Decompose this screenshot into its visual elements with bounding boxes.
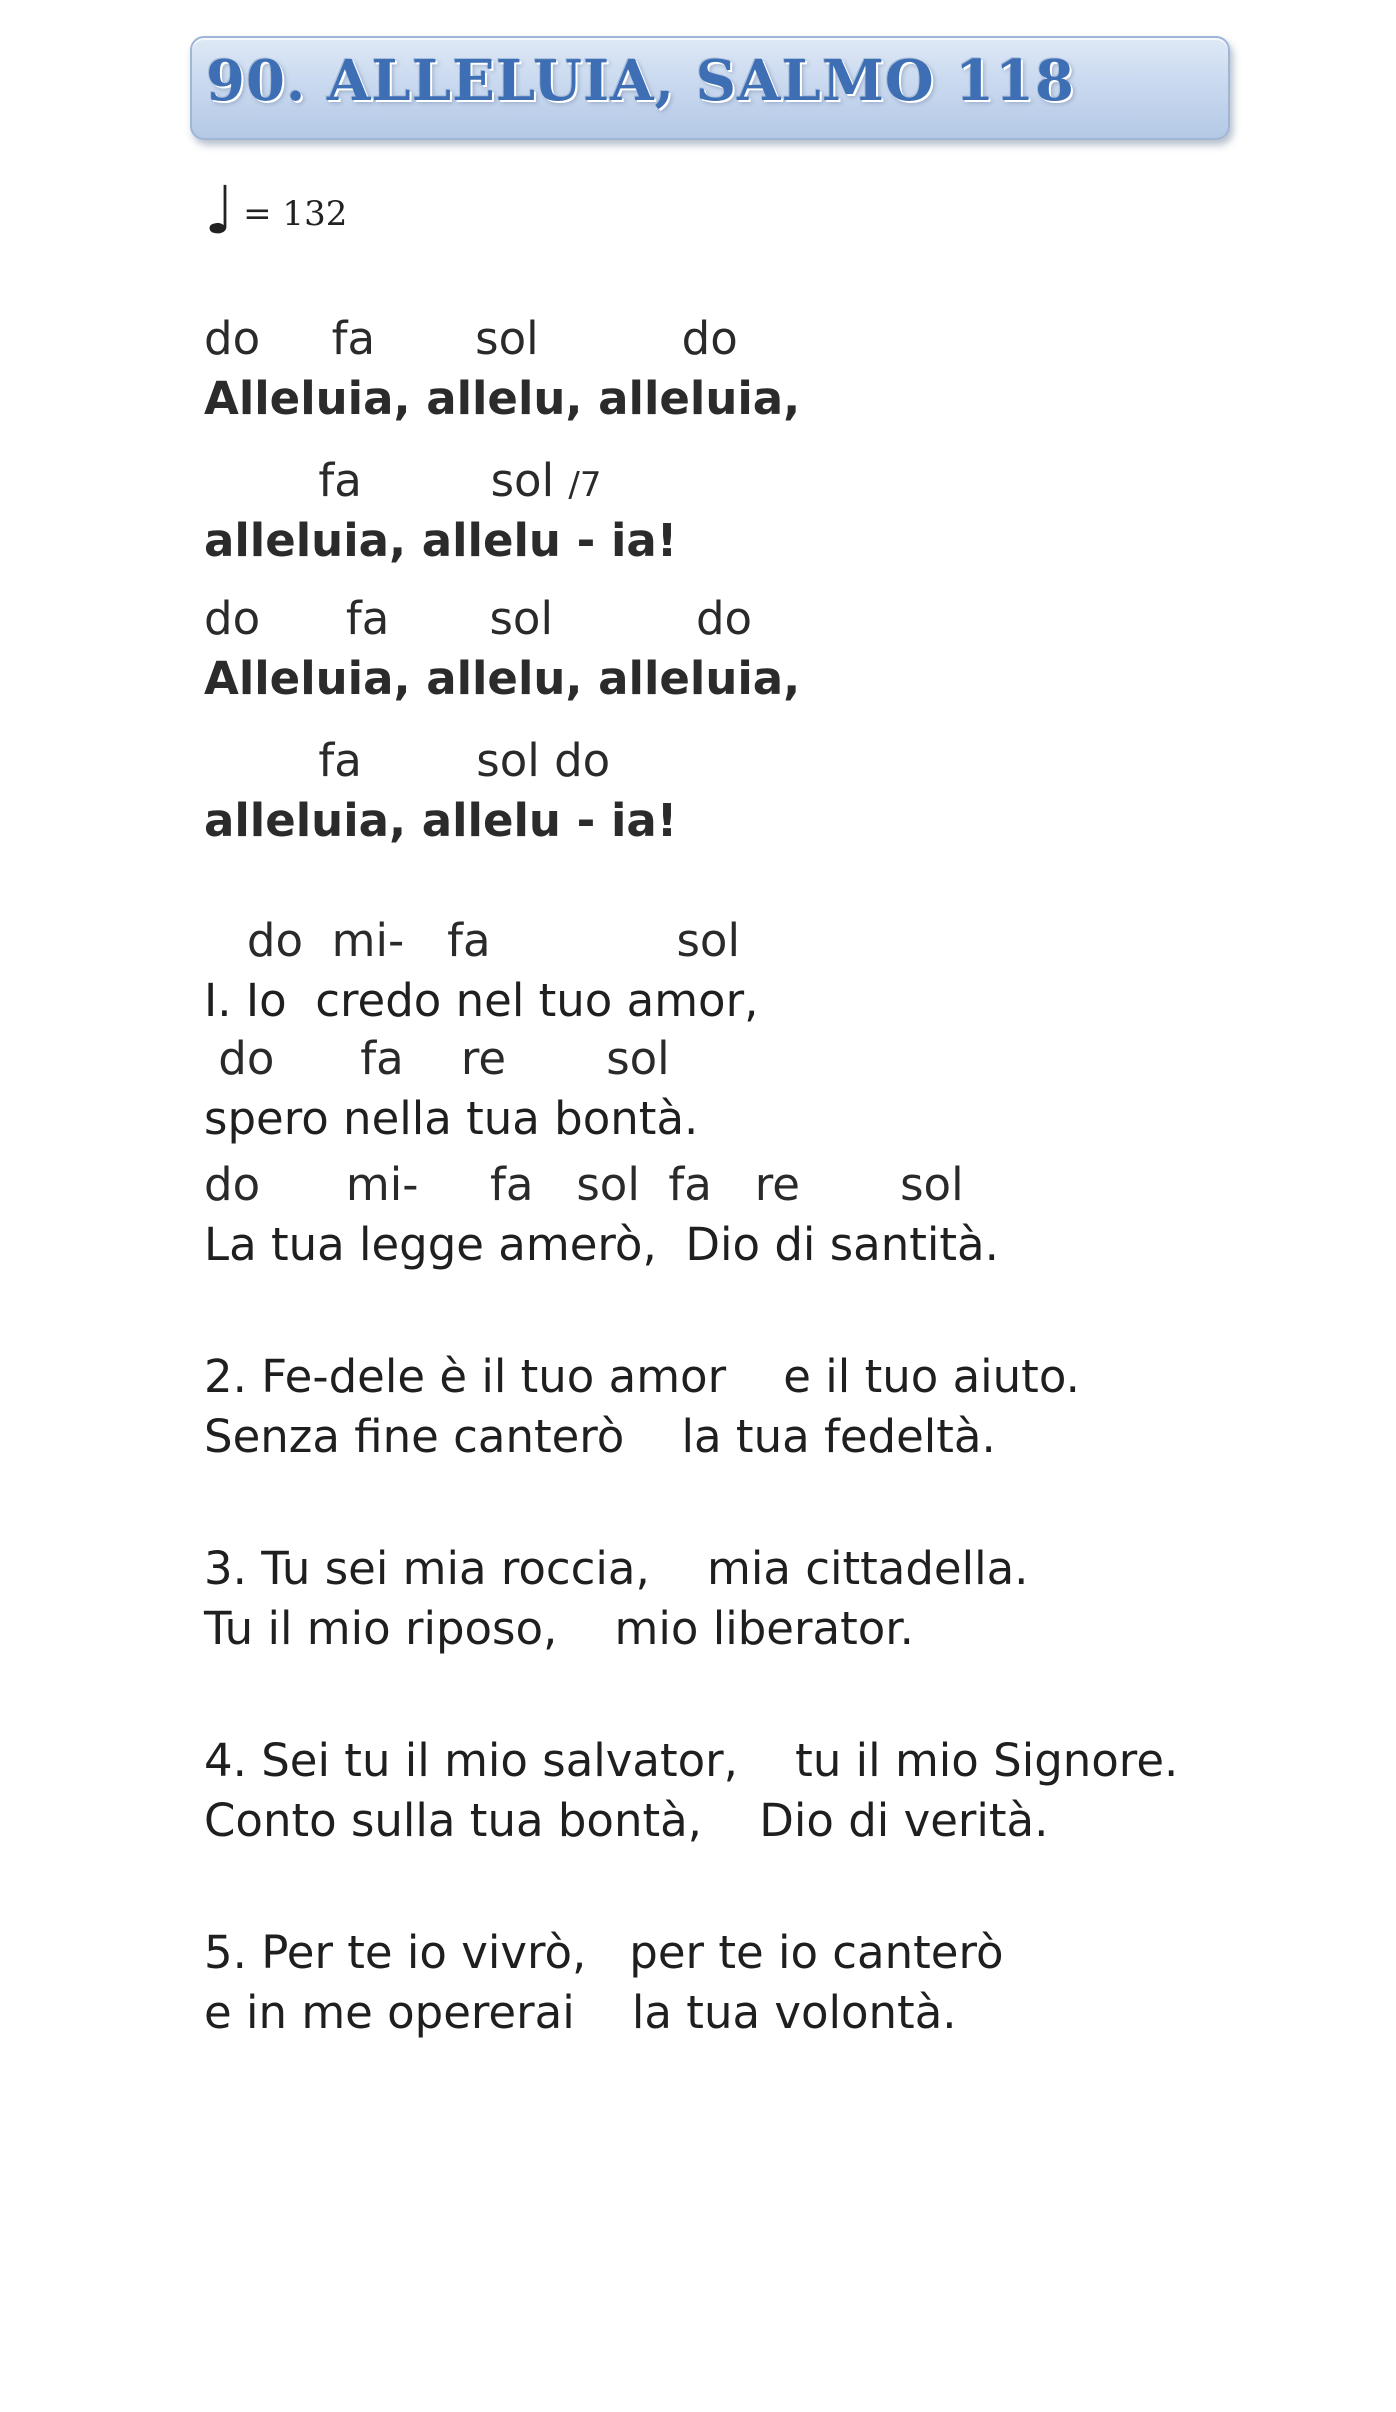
verse-2-line-1: 2. Fe-dele è il tuo amor e il tuo aiuto. — [204, 1350, 1080, 1403]
chord-line — [204, 454, 602, 507]
lyric-line: Alleluia, allelu, alleluia, — [204, 652, 801, 705]
verse-5-line-1: 5. Per te io vivrò, per te io canterò — [204, 1926, 1004, 1979]
lyric-line: Alleluia, allelu, alleluia, — [204, 372, 801, 425]
lyric-line: alleluia, allelu - ia! — [204, 514, 678, 567]
verse-4-line-2: Conto sulla tua bontà, Dio di verità. — [204, 1794, 1049, 1847]
chord-line: do mi- fa sol fa re sol — [204, 1158, 964, 1211]
chord-line: do fa sol do — [204, 592, 753, 645]
lyric-line: alleluia, allelu - ia! — [204, 794, 678, 847]
quarter-note-icon: ♩ — [204, 172, 236, 249]
lyric-line: spero nella tua bontà. — [204, 1092, 699, 1145]
verse-3-line-1: 3. Tu sei mia roccia, mia cittadella. — [204, 1542, 1029, 1595]
verse-3-line-2: Tu il mio riposo, mio liberator. — [204, 1602, 914, 1655]
chord-line: fa sol do — [204, 734, 611, 787]
lyric-line: La tua legge amerò, Dio di santità. — [204, 1218, 999, 1271]
chord-line: do fa sol do — [204, 312, 738, 365]
tempo-value: = 132 — [243, 194, 348, 234]
lyric-line: I. Io credo nel tuo amor, — [204, 974, 759, 1027]
verse-5-line-2: e in me opererai la tua volontà. — [204, 1986, 957, 2039]
chord-line: do fa re sol — [204, 1032, 670, 1085]
title-banner — [190, 36, 1230, 140]
chord-line: do mi- fa sol — [204, 914, 740, 967]
chord-line-text: fa sol — [204, 454, 555, 507]
page-title: 90. ALLELUIA, SALMO 118 — [206, 48, 1076, 114]
verse-4-line-1: 4. Sei tu il mio salvator, tu il mio Signore. — [204, 1734, 1179, 1787]
verse-2-line-2: Senza fine canterò la tua fedeltà. — [204, 1410, 996, 1463]
chord-seventh-mark: /7 — [568, 465, 602, 505]
tempo-marking — [204, 172, 348, 249]
